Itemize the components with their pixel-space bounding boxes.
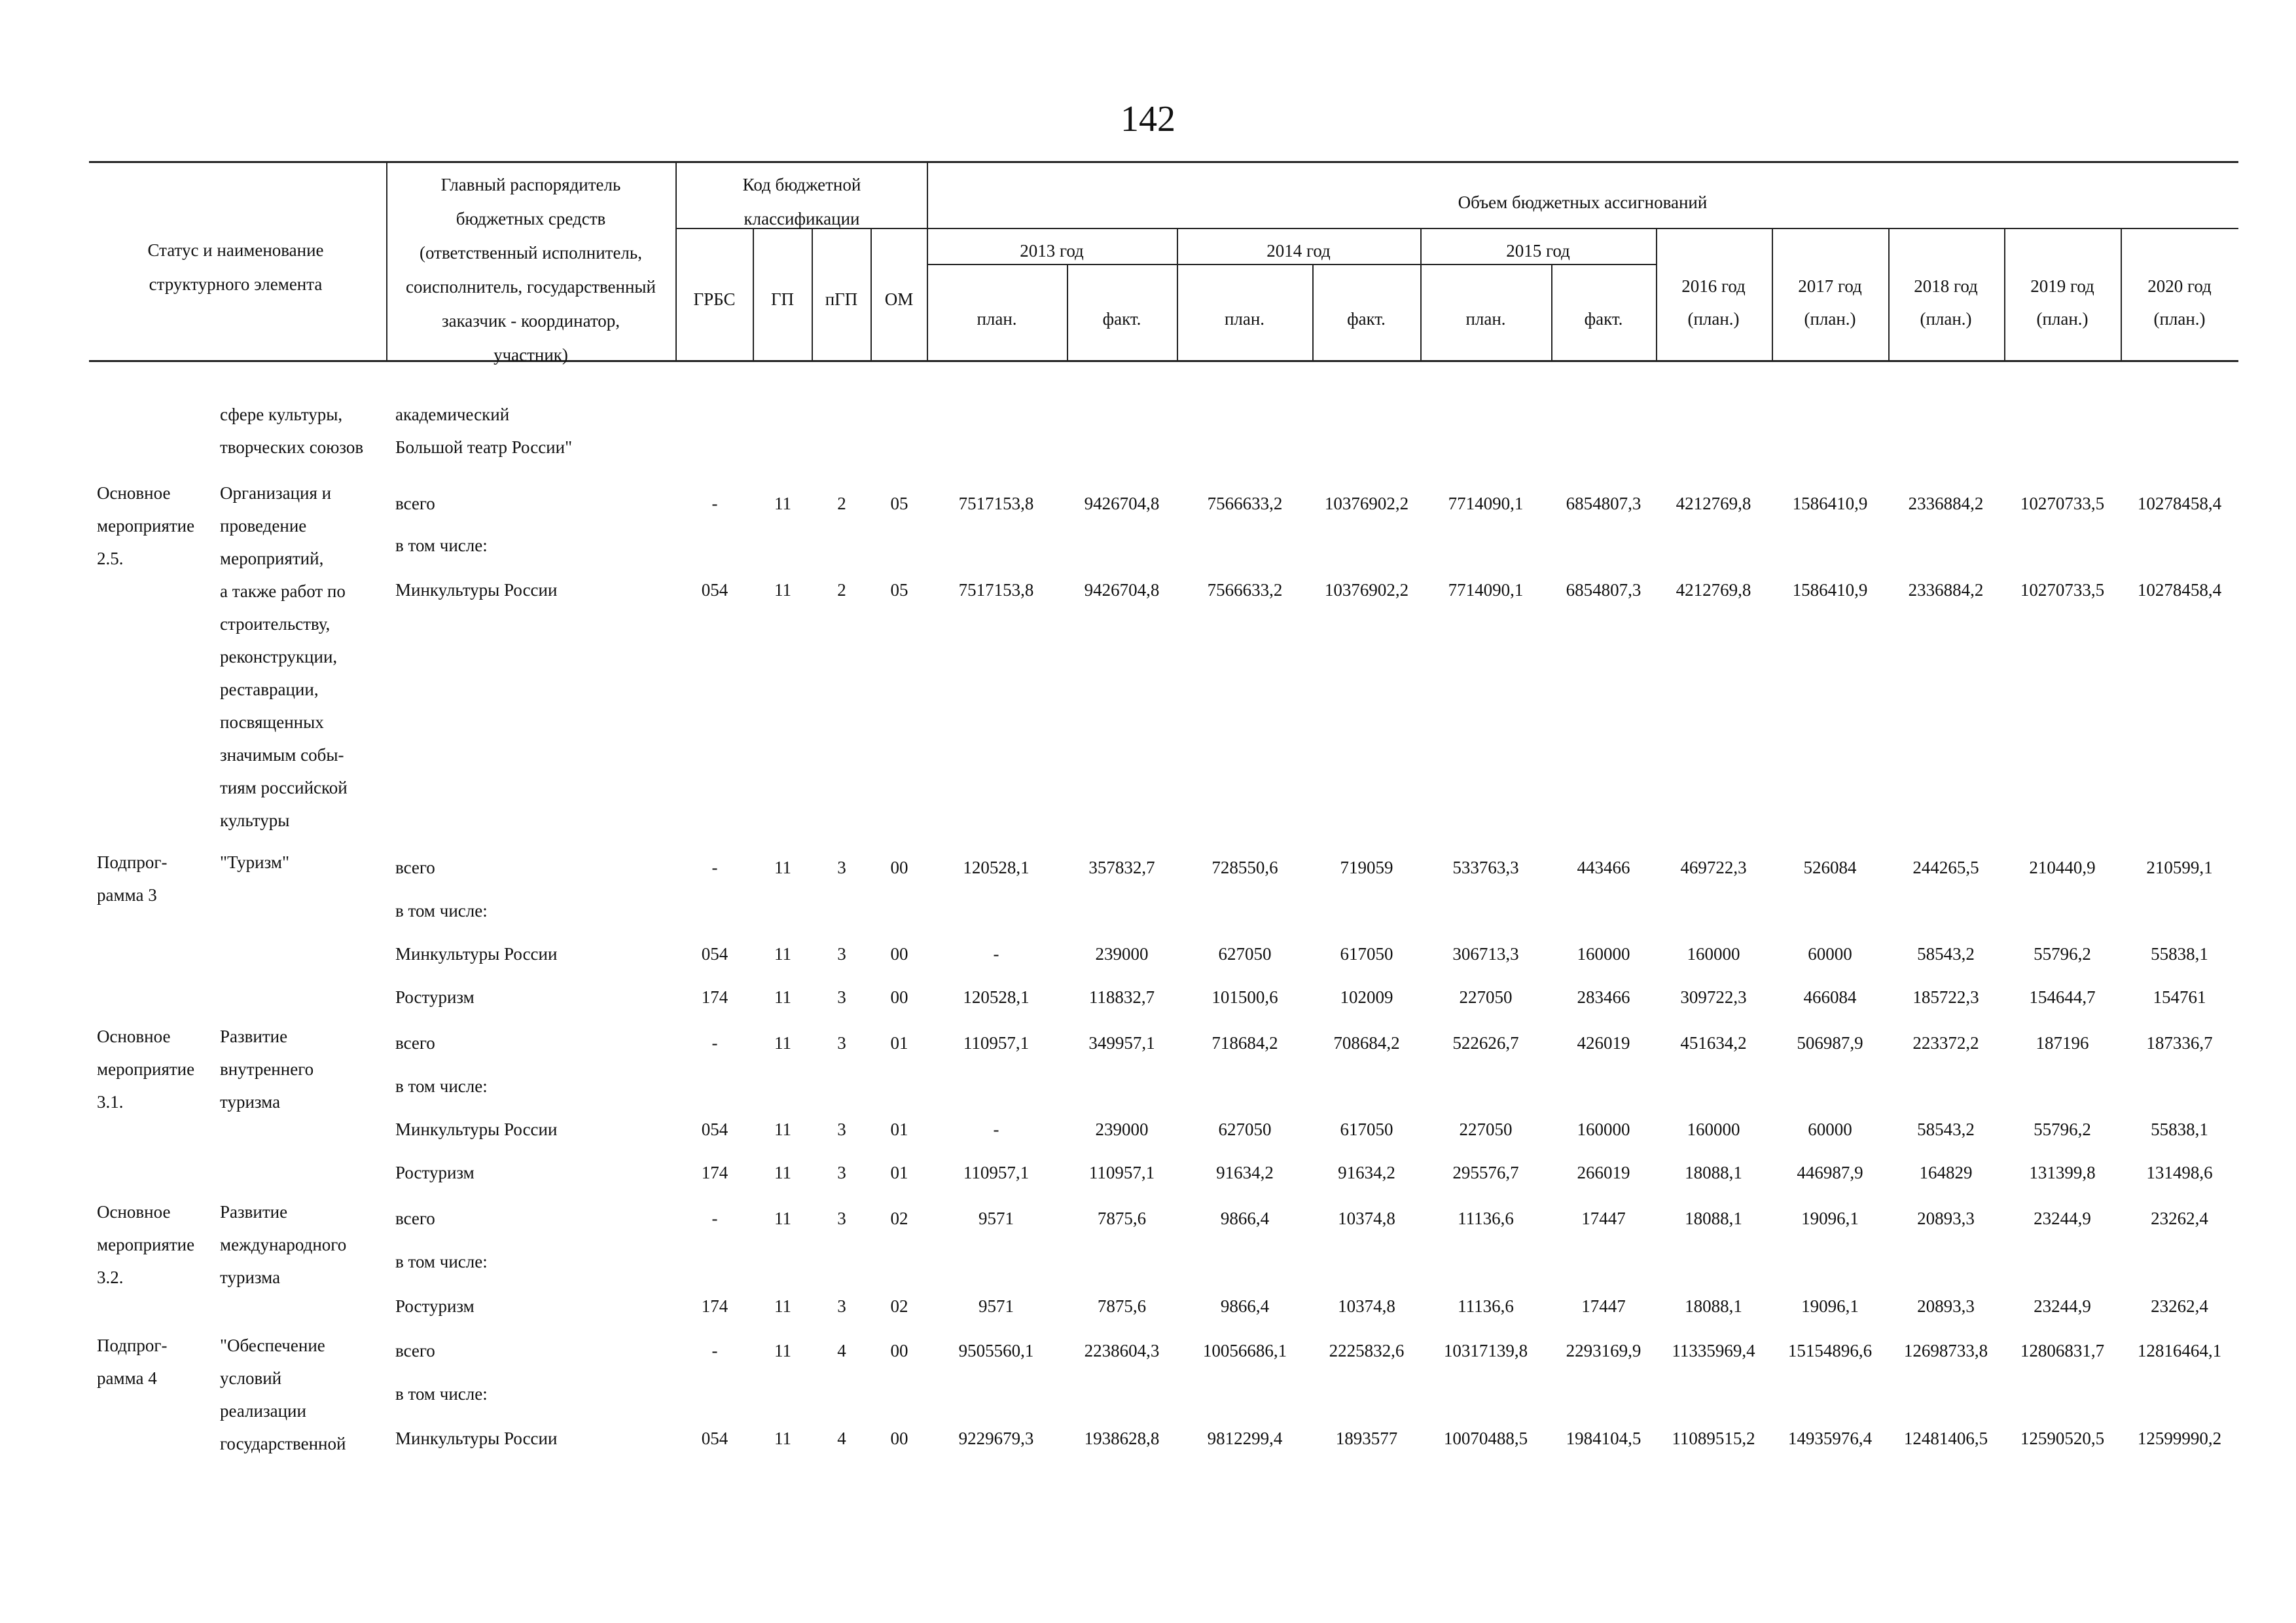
- code-pgp: 3: [837, 944, 846, 964]
- including-label: в том числе:: [395, 1076, 488, 1096]
- table-cell: 58543,2: [1917, 1120, 1975, 1139]
- table-cell: 187336,7: [2146, 1033, 2213, 1053]
- header-year-2018: 2018 год: [1914, 276, 1978, 296]
- table-cell: 58543,2: [1917, 944, 1975, 964]
- table-cell: 239000: [1095, 1120, 1149, 1139]
- row-responsible: Минкультуры России: [395, 580, 558, 600]
- header-pgp-code: пГП: [825, 289, 858, 309]
- block-name: Развитие международного туризма: [220, 1202, 347, 1287]
- table-cell: 11136,6: [1458, 1296, 1514, 1316]
- table-cell: 10270733,5: [2020, 494, 2105, 513]
- including-label: в том числе:: [395, 1384, 488, 1404]
- code-om: 00: [890, 858, 908, 877]
- table-cell: 12481406,5: [1903, 1429, 1988, 1448]
- table-cell: 349957,1: [1088, 1033, 1155, 1053]
- table-cell: 17447: [1581, 1209, 1626, 1228]
- table-cell: 118832,7: [1088, 987, 1155, 1007]
- table-cell: 210440,9: [2029, 858, 2096, 877]
- table-cell: 12590520,5: [2020, 1429, 2105, 1448]
- table-cell: 283466: [1577, 987, 1630, 1007]
- table-cell: 17447: [1581, 1296, 1626, 1316]
- table-cell: 55838,1: [2151, 944, 2208, 964]
- table-cell: 12816464,1: [2137, 1341, 2222, 1360]
- table-cell: 522626,7: [1452, 1033, 1519, 1053]
- table-cell: 7566633,2: [1207, 494, 1283, 513]
- row-responsible: Минкультуры России: [395, 944, 558, 964]
- header-code-group: Код бюджетной классификации: [742, 175, 861, 228]
- table-cell: 306713,3: [1452, 944, 1519, 964]
- code-om: 01: [890, 1163, 908, 1182]
- table-cell: 60000: [1808, 1120, 1852, 1139]
- table-cell: 7875,6: [1097, 1296, 1147, 1316]
- divider: [927, 228, 2238, 229]
- divider: [927, 264, 1656, 265]
- code-om: 05: [890, 580, 908, 600]
- code-om: 02: [890, 1209, 908, 1228]
- table-cell: 55796,2: [2034, 944, 2091, 964]
- header-grbs: Главный распорядитель бюджетных средств (ответственный исполнитель, соисполнитель, государственный заказчик - координатор, участник): [405, 175, 656, 365]
- table-cell: 506987,9: [1797, 1033, 1863, 1053]
- table-cell: 7714090,1: [1448, 580, 1524, 600]
- table-cell: 728550,6: [1211, 858, 1278, 877]
- table-cell: 55796,2: [2034, 1120, 2091, 1139]
- code-om: 00: [890, 987, 908, 1007]
- code-grbs: 054: [701, 944, 728, 964]
- table-cell: 11136,6: [1458, 1209, 1514, 1228]
- code-gp: 11: [774, 1341, 791, 1360]
- code-pgp: 3: [837, 1033, 846, 1053]
- table-cell: -: [993, 1120, 999, 1139]
- table-cell: 6854807,3: [1566, 494, 1641, 513]
- table-cell: 23262,4: [2151, 1296, 2208, 1316]
- table-cell: 2225832,6: [1329, 1341, 1405, 1360]
- divider: [2004, 229, 2005, 360]
- row-responsible: всего: [395, 494, 435, 513]
- code-gp: 11: [774, 1120, 791, 1139]
- header-plan-2019: (план.): [2036, 309, 2089, 329]
- table-cell: 18088,1: [1685, 1209, 1742, 1228]
- table-cell: 23262,4: [2151, 1209, 2208, 1228]
- table-cell: 2336884,2: [1908, 494, 1984, 513]
- header-year-2014: 2014 год: [1266, 241, 1331, 261]
- table-cell: 7517153,8: [958, 580, 1034, 600]
- block-name: Организация и проведение мероприятий, а также работ по строительству, реконструкции, реставрации, посвященных значимым собы- тиям российской культуры: [220, 483, 348, 830]
- table-cell: 526084: [1803, 858, 1857, 877]
- table-cell: 9866,4: [1220, 1209, 1270, 1228]
- divider: [386, 162, 387, 360]
- code-gp: 11: [774, 1429, 791, 1448]
- code-om: 01: [890, 1033, 908, 1053]
- table-cell: 60000: [1808, 944, 1852, 964]
- code-gp: 11: [774, 494, 791, 513]
- divider: [1656, 229, 1657, 360]
- code-grbs: -: [711, 1341, 718, 1360]
- table-cell: 19096,1: [1801, 1296, 1859, 1316]
- code-pgp: 4: [837, 1341, 846, 1360]
- table-cell: 10270733,5: [2020, 580, 2105, 600]
- header-om-code: ОМ: [884, 289, 914, 309]
- table-cell: 110957,1: [963, 1033, 1030, 1053]
- header-volume-group: Объем бюджетных ассигнований: [1458, 192, 1708, 212]
- header-year-2019: 2019 год: [2030, 276, 2094, 296]
- code-gp: 11: [774, 1296, 791, 1316]
- header-status-name: Статус и наименование структурного элемента: [147, 240, 324, 294]
- code-om: 05: [890, 494, 908, 513]
- block-name: Развитие внутреннего туризма: [220, 1027, 314, 1112]
- code-om: 00: [890, 1429, 908, 1448]
- code-pgp: 3: [837, 858, 846, 877]
- row-responsible: всего: [395, 1209, 435, 1228]
- header-year-2017: 2017 год: [1798, 276, 1862, 296]
- table-cell: 627050: [1218, 944, 1272, 964]
- table-cell: 266019: [1577, 1163, 1630, 1182]
- code-pgp: 3: [837, 987, 846, 1007]
- row-responsible: Минкультуры России: [395, 1429, 558, 1448]
- table-cell: 10374,8: [1338, 1209, 1395, 1228]
- table-cell: 10278458,4: [2137, 494, 2222, 513]
- table-cell: 466084: [1803, 987, 1857, 1007]
- block-status: Подпрог- рамма 3: [97, 852, 168, 905]
- row-responsible: всего: [395, 858, 435, 877]
- including-label: в том числе:: [395, 536, 488, 555]
- header-plan-2020: (план.): [2153, 309, 2206, 329]
- code-gp: 11: [774, 987, 791, 1007]
- table-cell: 12698733,8: [1903, 1341, 1988, 1360]
- table-cell: 617050: [1340, 1120, 1393, 1139]
- table-cell: 18088,1: [1685, 1296, 1742, 1316]
- code-grbs: 054: [701, 1429, 728, 1448]
- table-cell: 110957,1: [1088, 1163, 1155, 1182]
- table-cell: 7875,6: [1097, 1209, 1147, 1228]
- block-status: Основное мероприятие 3.1.: [97, 1027, 195, 1112]
- table-cell: 426019: [1577, 1033, 1630, 1053]
- code-grbs: 174: [701, 1296, 728, 1316]
- table-top-rule: [89, 161, 2238, 163]
- table-cell: 20893,3: [1917, 1296, 1975, 1316]
- code-grbs: 174: [701, 987, 728, 1007]
- code-pgp: 3: [837, 1209, 846, 1228]
- table-cell: 9505560,1: [958, 1341, 1034, 1360]
- table-cell: 110957,1: [963, 1163, 1030, 1182]
- code-gp: 11: [774, 858, 791, 877]
- table-cell: 187196: [2036, 1033, 2089, 1053]
- code-grbs: -: [711, 858, 718, 877]
- table-cell: 15154896,6: [1787, 1341, 1873, 1360]
- code-gp: 11: [774, 580, 791, 600]
- code-pgp: 3: [837, 1296, 846, 1316]
- row-responsible: Ростуризм: [395, 1296, 475, 1316]
- table-cell: 11089515,2: [1672, 1429, 1755, 1448]
- row-responsible: Минкультуры России: [395, 1120, 558, 1139]
- table-cell: 10376902,2: [1324, 580, 1409, 600]
- table-cell: 20893,3: [1917, 1209, 1975, 1228]
- header-fact-2014: факт.: [1347, 309, 1386, 329]
- divider: [1888, 229, 1890, 360]
- table-cell: 309722,3: [1680, 987, 1747, 1007]
- table-cell: 131399,8: [2029, 1163, 2096, 1182]
- row-responsible: Ростуризм: [395, 1163, 475, 1182]
- header-fact-2013: факт.: [1102, 309, 1141, 329]
- table-cell: 14935976,4: [1787, 1429, 1873, 1448]
- table-cell: 708684,2: [1333, 1033, 1400, 1053]
- code-om: 02: [890, 1296, 908, 1316]
- table-cell: 91634,2: [1338, 1163, 1395, 1182]
- code-pgp: 3: [837, 1120, 846, 1139]
- table-cell: 718684,2: [1211, 1033, 1278, 1053]
- code-gp: 11: [774, 1163, 791, 1182]
- table-cell: 1893577: [1335, 1429, 1398, 1448]
- table-cell: 1586410,9: [1792, 580, 1868, 600]
- table-cell: 244265,5: [1912, 858, 1979, 877]
- table-cell: 185722,3: [1912, 987, 1979, 1007]
- divider: [675, 162, 677, 360]
- table-cell: 12599990,2: [2137, 1429, 2222, 1448]
- table-cell: 357832,7: [1088, 858, 1155, 877]
- table-cell: 7517153,8: [958, 494, 1034, 513]
- code-pgp: 4: [837, 1429, 846, 1448]
- header-gp-code: ГП: [770, 289, 795, 309]
- header-year-2013: 2013 год: [1020, 241, 1084, 261]
- table-cell: 9812299,4: [1207, 1429, 1283, 1448]
- row-responsible: всего: [395, 1033, 435, 1053]
- table-cell: 446987,9: [1797, 1163, 1863, 1182]
- code-grbs: -: [711, 1033, 718, 1053]
- table-cell: 91634,2: [1216, 1163, 1274, 1182]
- header-year-2015: 2015 год: [1506, 241, 1570, 261]
- table-cell: 443466: [1577, 858, 1630, 877]
- table-cell: 10317139,8: [1443, 1341, 1528, 1360]
- header-plan-2014: план.: [1224, 309, 1265, 329]
- block-status: Основное мероприятие 3.2.: [97, 1202, 195, 1287]
- code-grbs: -: [711, 494, 718, 513]
- table-cell: 10376902,2: [1324, 494, 1409, 513]
- row-responsible: Ростуризм: [395, 987, 475, 1007]
- table-cell: 10070488,5: [1443, 1429, 1528, 1448]
- table-cell: 55838,1: [2151, 1120, 2208, 1139]
- page-number: 142: [1121, 99, 1175, 139]
- table-cell: 227050: [1459, 1120, 1513, 1139]
- table-cell: 10278458,4: [2137, 580, 2222, 600]
- code-pgp: 2: [837, 580, 846, 600]
- table-cell: 469722,3: [1680, 858, 1747, 877]
- continuation-responsible: академический Большой театр России": [395, 405, 573, 457]
- table-cell: 23244,9: [2034, 1296, 2091, 1316]
- table-cell: 2238604,3: [1084, 1341, 1160, 1360]
- code-gp: 11: [774, 1033, 791, 1053]
- including-label: в том числе:: [395, 901, 488, 921]
- code-om: 00: [890, 1341, 908, 1360]
- table-cell: 2293169,9: [1566, 1341, 1641, 1360]
- code-pgp: 3: [837, 1163, 846, 1182]
- table-cell: 9229679,3: [958, 1429, 1034, 1448]
- including-label: в том числе:: [395, 1252, 488, 1271]
- code-om: 01: [890, 1120, 908, 1139]
- code-grbs: -: [711, 1209, 718, 1228]
- header-fact-2015: факт.: [1584, 309, 1623, 329]
- table-cell: 19096,1: [1801, 1209, 1859, 1228]
- table-cell: 210599,1: [2146, 858, 2213, 877]
- table-cell: 9426704,8: [1084, 494, 1160, 513]
- table-cell: 12806831,7: [2020, 1341, 2105, 1360]
- table-cell: 10374,8: [1338, 1296, 1395, 1316]
- divider: [1772, 229, 1773, 360]
- table-cell: 11335969,4: [1672, 1341, 1755, 1360]
- table-cell: 154761: [2153, 987, 2206, 1007]
- table-cell: 18088,1: [1685, 1163, 1742, 1182]
- table-cell: 160000: [1577, 1120, 1630, 1139]
- table-cell: 2336884,2: [1908, 580, 1984, 600]
- table-cell: 164829: [1919, 1163, 1973, 1182]
- continuation-name: сфере культуры, творческих союзов: [220, 405, 364, 457]
- table-cell: 9866,4: [1220, 1296, 1270, 1316]
- divider: [2121, 229, 2122, 360]
- code-om: 00: [890, 944, 908, 964]
- table-cell: 7566633,2: [1207, 580, 1283, 600]
- code-grbs: 054: [701, 580, 728, 600]
- table-cell: 627050: [1218, 1120, 1272, 1139]
- table-cell: 227050: [1459, 987, 1513, 1007]
- code-grbs: 174: [701, 1163, 728, 1182]
- table-cell: 9571: [978, 1296, 1014, 1316]
- header-plan-2017: (план.): [1804, 309, 1856, 329]
- table-cell: 23244,9: [2034, 1209, 2091, 1228]
- table-cell: 6854807,3: [1566, 580, 1641, 600]
- table-cell: 223372,2: [1912, 1033, 1979, 1053]
- table-cell: 4212769,8: [1676, 494, 1751, 513]
- table-cell: 160000: [1577, 944, 1630, 964]
- table-cell: 9571: [978, 1209, 1014, 1228]
- table-cell: 617050: [1340, 944, 1393, 964]
- code-gp: 11: [774, 1209, 791, 1228]
- table-cell: 533763,3: [1452, 858, 1519, 877]
- header-plan-2018: (план.): [1920, 309, 1972, 329]
- block-name: "Обеспечение условий реализации государственной: [220, 1336, 346, 1453]
- code-grbs: 054: [701, 1120, 728, 1139]
- table-cell: 120528,1: [963, 858, 1030, 877]
- table-cell: 9426704,8: [1084, 580, 1160, 600]
- table-cell: 160000: [1687, 1120, 1740, 1139]
- table-cell: 1586410,9: [1792, 494, 1868, 513]
- table-cell: 160000: [1687, 944, 1740, 964]
- table-cell: 1984104,5: [1566, 1429, 1641, 1448]
- header-year-2016: 2016 год: [1681, 276, 1746, 296]
- table-cell: 10056686,1: [1202, 1341, 1287, 1360]
- header-year-2020: 2020 год: [2147, 276, 2212, 296]
- table-cell: 120528,1: [963, 987, 1030, 1007]
- row-responsible: всего: [395, 1341, 435, 1360]
- table-cell: 451634,2: [1680, 1033, 1747, 1053]
- table-cell: 4212769,8: [1676, 580, 1751, 600]
- code-gp: 11: [774, 944, 791, 964]
- table-cell: -: [993, 944, 999, 964]
- table-cell: 719059: [1340, 858, 1393, 877]
- table-cell: 295576,7: [1452, 1163, 1519, 1182]
- header-grbs-code: ГРБС: [693, 289, 736, 309]
- table-cell: 154644,7: [2029, 987, 2096, 1007]
- header-plan-2016: (план.): [1687, 309, 1740, 329]
- table-cell: 1938628,8: [1084, 1429, 1160, 1448]
- table-cell: 7714090,1: [1448, 494, 1524, 513]
- table-cell: 131498,6: [2146, 1163, 2213, 1182]
- header-plan-2015: план.: [1465, 309, 1506, 329]
- block-name: "Туризм": [220, 852, 290, 872]
- block-status: Подпрог- рамма 4: [97, 1336, 168, 1388]
- table-cell: 101500,6: [1211, 987, 1278, 1007]
- header-plan-2013: план.: [977, 309, 1017, 329]
- block-status: Основное мероприятие 2.5.: [97, 483, 195, 568]
- table-cell: 102009: [1340, 987, 1393, 1007]
- code-pgp: 2: [837, 494, 846, 513]
- table-cell: 239000: [1095, 944, 1149, 964]
